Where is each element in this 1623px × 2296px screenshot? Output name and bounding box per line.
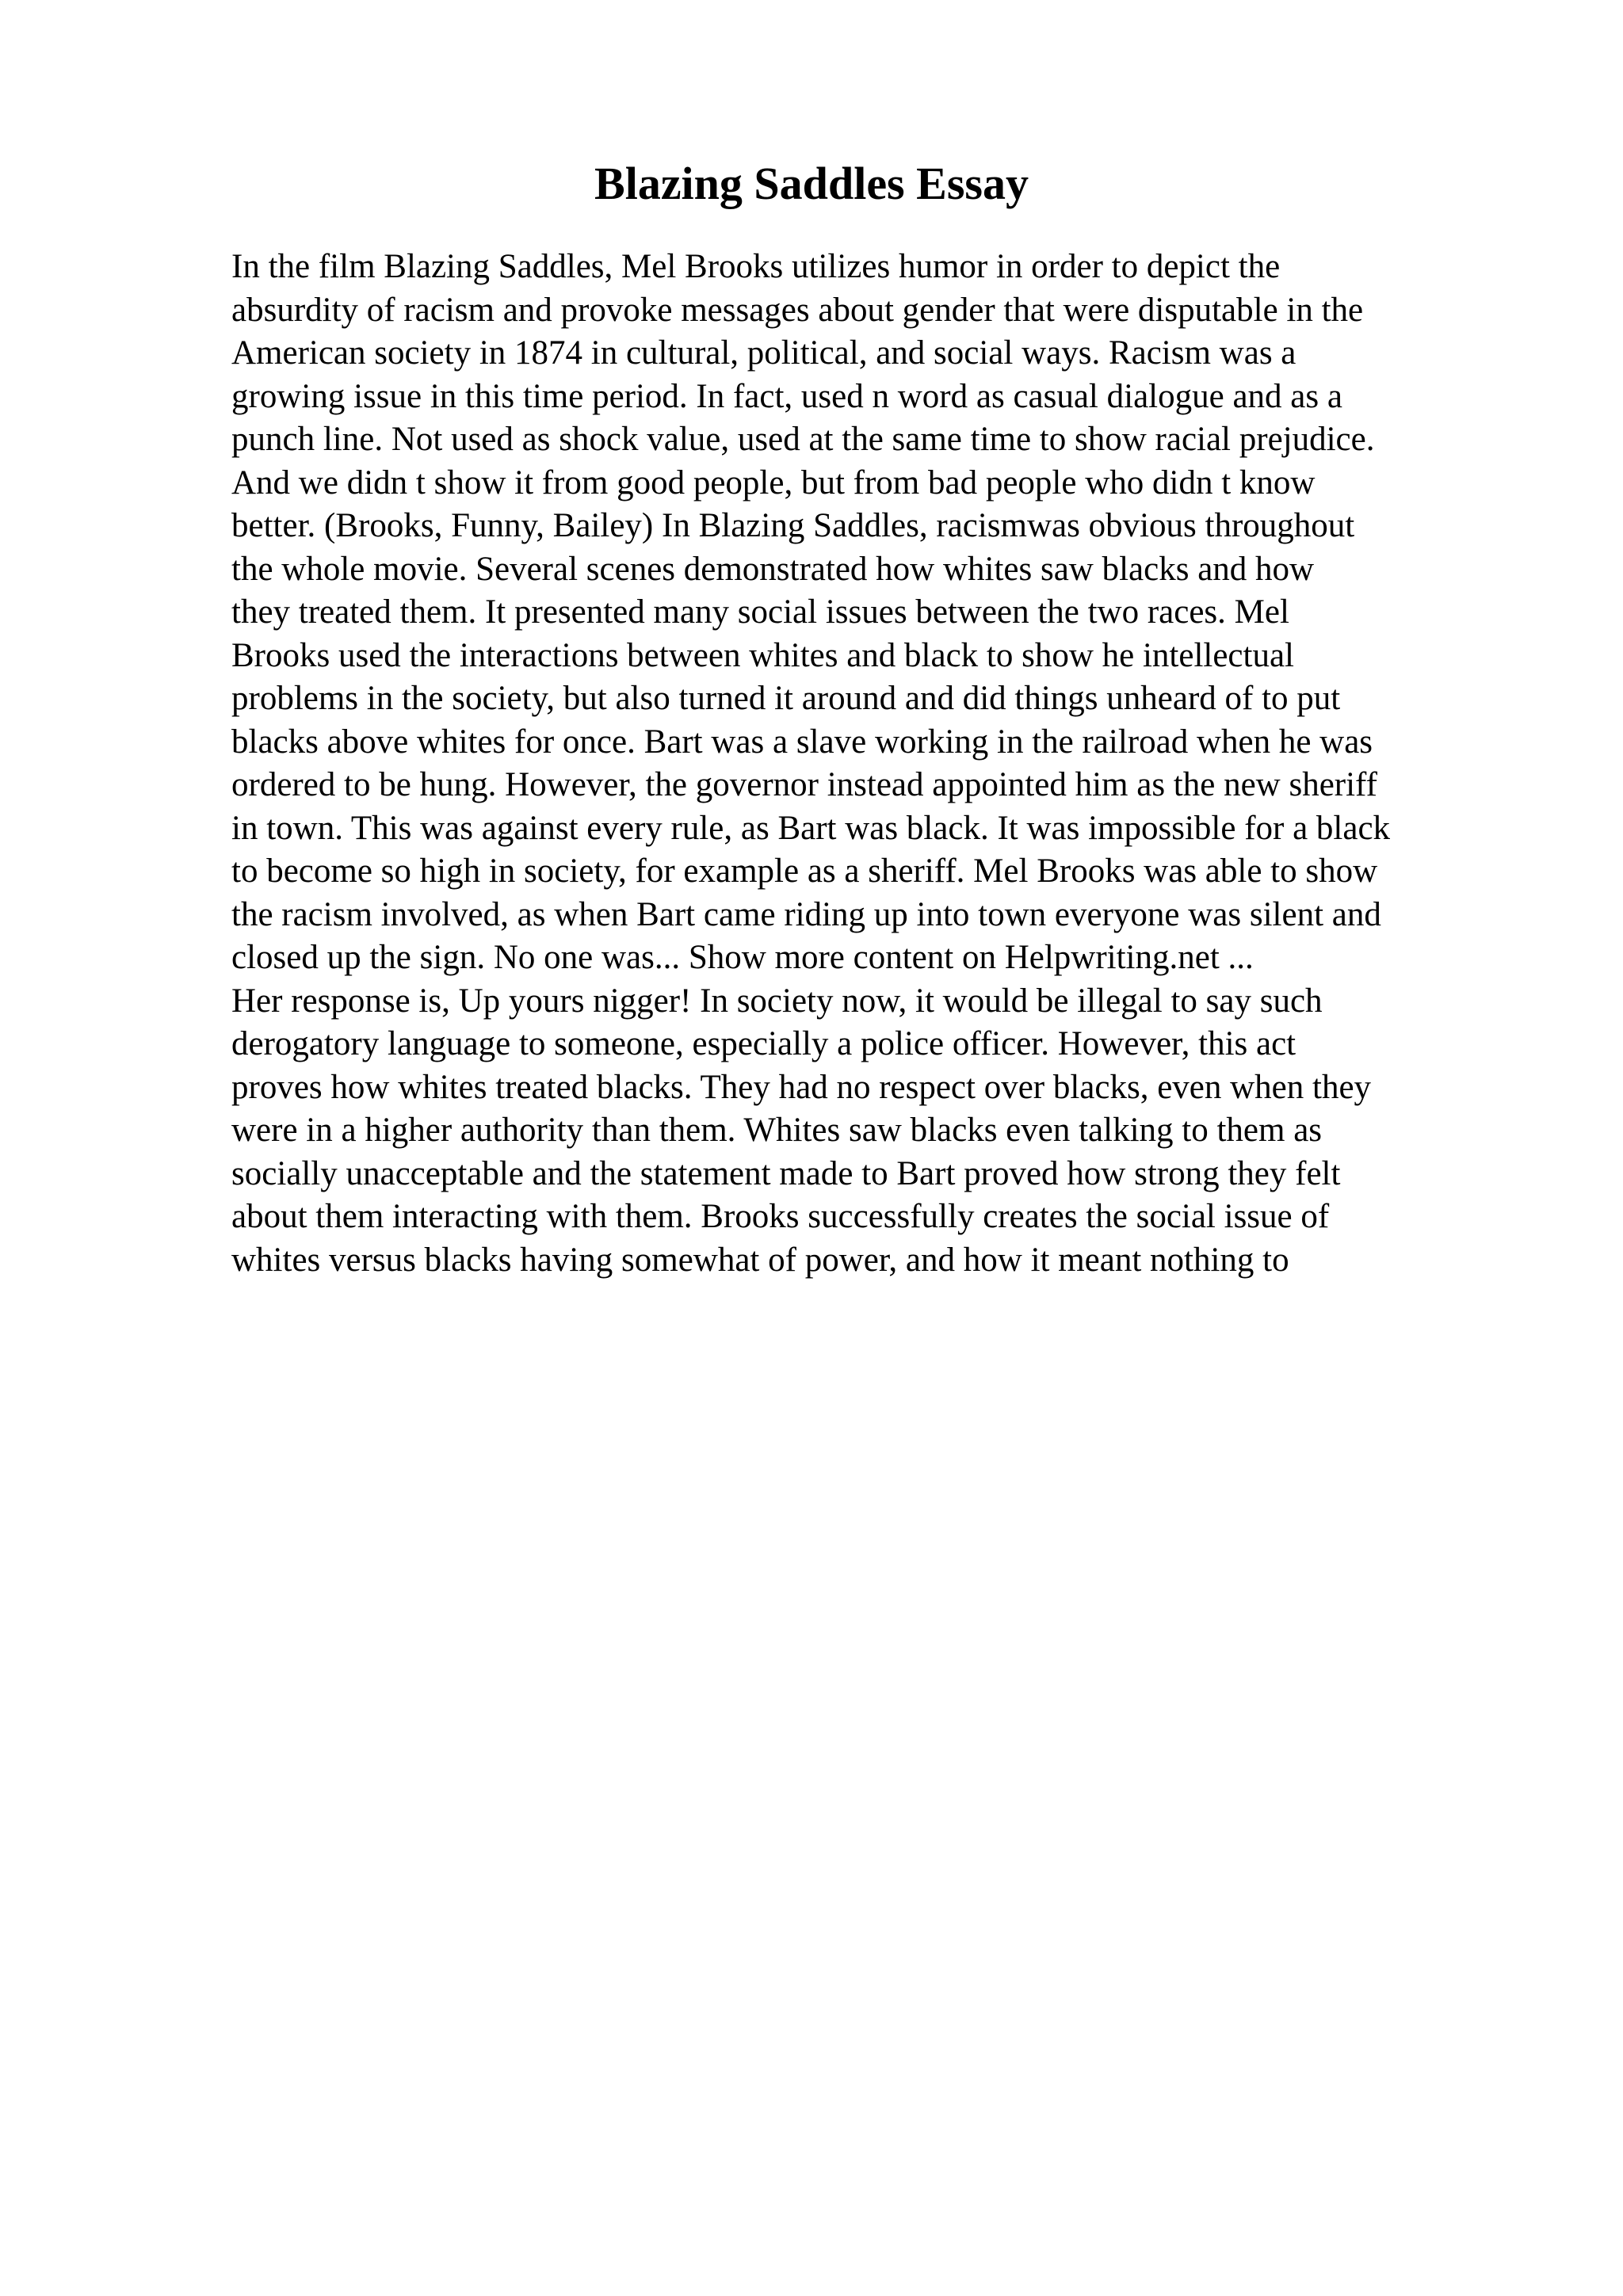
text-line: were in a higher authority than them. Whites saw blacks even talking to them as <box>231 1112 1323 1149</box>
text-line: in town. This was against every rule, as Bart was black. It was impossible for a black <box>231 809 1391 847</box>
text-line: absurdity of racism and provoke messages about gender that were disputable in the <box>231 291 1364 329</box>
text-line: socially unacceptable and the statement made to Bart proved how strong they felt <box>231 1154 1341 1192</box>
text-line: proves how whites treated blacks. They had no respect over blacks, even when they <box>231 1068 1372 1106</box>
text-line: the whole movie. Several scenes demonstrated how whites saw blacks and how <box>231 550 1315 588</box>
text-line: American society in 1874 in cultural, political, and social ways. Racism was a <box>231 334 1296 372</box>
text-line: whites versus blacks having somewhat of power, and how it meant nothing to <box>231 1241 1289 1279</box>
text-line: derogatory language to someone, especially a police officer. However, this act <box>231 1025 1296 1062</box>
text-line: Brooks used the interactions between whites and black to show he intellectual <box>231 636 1294 674</box>
text-line: punch line. Not used as shock value, used at the same time to show racial prejudice. <box>231 421 1375 458</box>
text-line: they treated them. It presented many social issues between the two races. Mel <box>231 593 1289 631</box>
text-line: closed up the sign. No one was... Show more content on Helpwriting.net ... <box>231 939 1254 976</box>
text-line: Her response is, Up yours nigger! In society now, it would be illegal to say such <box>231 982 1323 1020</box>
text-line: In the film Blazing Saddles, Mel Brooks utilizes humor in order to depict the <box>231 248 1281 285</box>
text-line: And we didn t show it from good people, but from bad people who didn t know <box>231 463 1316 502</box>
text-line: the racism involved, as when Bart came riding up into town everyone was silent and <box>231 895 1381 933</box>
text-line: ordered to be hung. However, the governor instead appointed him as the new sheriff <box>231 766 1377 803</box>
text-line: problems in the society, but also turned it around and did things unheard of to put <box>231 680 1341 717</box>
document-title: Blazing Saddles Essay <box>594 158 1029 209</box>
text-line: growing issue in this time period. In fact, used n word as casual dialogue and as a <box>231 377 1342 415</box>
text-line: to become so high in society, for example as a sheriff. Mel Brooks was able to show <box>231 852 1378 890</box>
text-line: about them interacting with them. Brooks successfully creates the social issue of <box>231 1198 1330 1235</box>
text-line: blacks above whites for once. Bart was a slave working in the railroad when he was <box>231 723 1373 761</box>
essay-body <box>231 246 1499 1282</box>
text-line: better. (Brooks, Funny, Bailey) In Blazing Saddles, racismwas obvious throughout <box>231 507 1355 544</box>
